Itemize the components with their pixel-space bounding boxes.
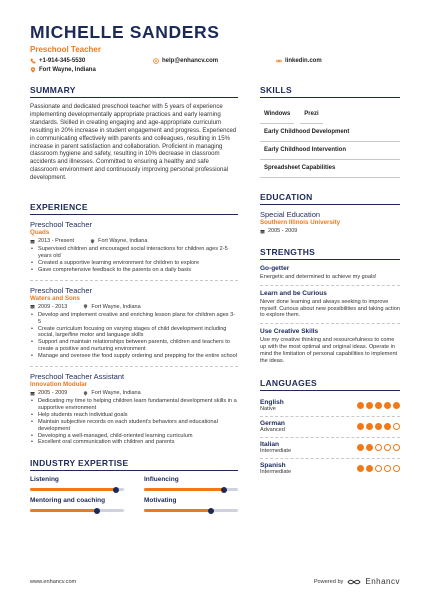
job-bullet: • Support and maintain relationships between parents, children and teachers to create a positive and nurturing environment — [30, 339, 238, 353]
footer-website[interactable]: www.enhancv.com — [30, 578, 77, 585]
job-meta — [30, 389, 238, 397]
education-section — [260, 192, 400, 235]
job-bullet: • Develop and implement creative and enriching lesson plans for children ages 3-5 — [30, 312, 238, 326]
contact-info — [30, 58, 410, 80]
job-location: Fort Wayne, Indiana — [98, 238, 148, 245]
proficiency-dot-filled — [357, 444, 364, 451]
proficiency-dot-filled — [384, 423, 391, 430]
language-level: Intermediate — [260, 448, 292, 455]
proficiency-dot-empty — [393, 444, 400, 451]
expertise-fill — [30, 488, 116, 491]
skill-tag: Early Childhood Development — [260, 124, 400, 142]
candidate-name: MICHELLE SANDERS — [30, 22, 220, 42]
expertise-grid — [30, 476, 238, 512]
summary-text: Passionate and dedicated preschool teacher with 5 years of experience implementing developmentally appropriate practices and early learning standards. Skilled in creating engaging and age-appropriate curriculum resulting in 20% increase in student engagement and progress. Experienced in communicating effectively with parents and colleagues, resulting in 15% increase in parent satisfaction and collaboration. Proficient in managing classroom hygiene and safety, resulting in 10% decrease in classroom accidents and illnesses. Committed to ensuring a healthy and safe classroom environment and continuously improving personal professional development. — [30, 103, 237, 182]
right-column — [260, 85, 400, 479]
job-title: Preschool Teacher — [30, 220, 92, 230]
job-dates: 2013 - Present — [38, 238, 75, 245]
divider — [30, 280, 238, 281]
job-company: Waters and Sons — [30, 294, 80, 302]
job-bullet: • Supervised children and encouraged social interactions for children ages 2-5 years old — [30, 246, 238, 260]
skills-section — [260, 85, 400, 178]
calendar-icon — [30, 239, 35, 244]
expertise-fill — [144, 509, 211, 512]
proficiency-dot-filled — [366, 423, 373, 430]
job-dates: 2009 - 2013 — [38, 303, 68, 310]
strength-item — [260, 328, 400, 368]
strengths-section — [260, 247, 400, 368]
location-text: Fort Wayne, Indiana — [39, 67, 96, 73]
job-location: Fort Wayne, Indiana — [91, 390, 141, 397]
brand-name: Enhancv — [365, 577, 400, 586]
calendar-icon — [30, 391, 35, 396]
skill-tag: Windows — [260, 106, 294, 124]
job-bullet: • Dedicating my time to helping children learn fundamental development skills in a supportive environment — [30, 398, 238, 412]
language-item — [260, 417, 400, 438]
job-company: Quads — [30, 229, 50, 237]
proficiency-dot-filled — [375, 423, 382, 430]
proficiency-dot-empty — [384, 444, 391, 451]
job-meta — [30, 303, 238, 311]
job-bullets — [30, 312, 238, 360]
powered-by-label: Powered by — [313, 578, 344, 585]
strength-title: Use Creative Skills — [260, 328, 319, 336]
expertise-section — [30, 458, 238, 512]
phone-text: +1-914-345-5530 — [39, 58, 86, 64]
summary-section — [30, 85, 238, 182]
proficiency-dot-filled — [375, 402, 382, 409]
job-bullets — [30, 246, 238, 274]
left-column — [30, 85, 238, 512]
enhancv-logo-icon — [347, 578, 361, 586]
language-level: Native — [260, 406, 276, 413]
expertise-item — [144, 476, 238, 491]
expertise-knob — [221, 487, 227, 493]
proficiency-dot-filled — [393, 402, 400, 409]
strength-description: Use my creative thinking and resourcefulness to come up with the most optimal and original ideas. Operate in mind the limitation of personal capabilities to implement the ideas. — [260, 337, 398, 364]
expertise-knob — [113, 487, 119, 493]
job-entry — [30, 286, 238, 360]
education-meta — [260, 227, 400, 235]
expertise-fill — [30, 509, 97, 512]
job-bullets — [30, 398, 238, 446]
job-bullet: • Created a supportive learning environment for children to explore — [30, 260, 238, 267]
language-item — [260, 459, 400, 479]
link-icon — [276, 58, 282, 64]
job-bullet: • Developing a well-managed, child-oriented learning curriculum — [30, 433, 238, 440]
job-bullet: • Create curriculum focusing on varying stages of child development including social, large/fine motor and language skills — [30, 326, 238, 340]
proficiency-dot-filled — [366, 402, 373, 409]
education-school: Southern Illinois University — [260, 219, 341, 226]
expertise-label: Motivating — [144, 497, 177, 505]
strength-title: Learn and be Curious — [260, 289, 327, 297]
proficiency-dot-empty — [375, 465, 382, 472]
strengths-heading: STRENGTHS — [260, 247, 400, 260]
contact-linkedin[interactable] — [276, 58, 322, 64]
skill-tag: Prezi — [300, 106, 322, 124]
experience-heading: EXPERIENCE — [30, 202, 238, 215]
proficiency-dots — [357, 444, 400, 451]
proficiency-dot-empty — [375, 444, 382, 451]
experience-section — [30, 202, 238, 446]
expertise-bar — [30, 509, 124, 512]
proficiency-dots — [357, 423, 400, 430]
contact-email[interactable] — [153, 58, 218, 64]
language-name: Italian — [260, 441, 280, 449]
job-title: Preschool Teacher — [30, 285, 92, 295]
language-name: Spanish — [260, 462, 286, 470]
expertise-fill — [144, 488, 224, 491]
expertise-bar — [30, 488, 124, 491]
language-name: German — [260, 420, 285, 428]
job-entry — [30, 372, 238, 446]
calendar-icon — [260, 229, 265, 234]
proficiency-dots — [357, 402, 400, 409]
expertise-knob — [208, 508, 214, 514]
expertise-label: Listening — [30, 476, 59, 484]
skills-row — [260, 103, 400, 124]
location-pin-icon — [30, 67, 36, 73]
expertise-bar — [144, 509, 238, 512]
job-title: Preschool Teacher Assistant — [30, 372, 125, 382]
proficiency-dot-empty — [393, 465, 400, 472]
divider — [30, 366, 238, 367]
job-bullet: • Excellent oral communication with children and parents — [30, 439, 238, 446]
education-dates: 2005 - 2009 — [268, 228, 298, 234]
job-location: Fort Wayne, Indiana — [91, 303, 141, 310]
language-name: English — [260, 399, 284, 407]
location-pin-icon — [90, 239, 95, 244]
strength-item — [260, 290, 400, 324]
location-pin-icon — [83, 304, 88, 309]
expertise-item — [30, 497, 124, 512]
proficiency-dot-filled — [384, 402, 391, 409]
calendar-icon — [30, 304, 35, 309]
job-bullet: • Maintain subjective records on each student's behaviors and educational development — [30, 419, 238, 433]
education-degree: Special Education — [260, 210, 321, 219]
email-link[interactable]: help@enhancv.com — [162, 58, 219, 64]
expertise-heading: INDUSTRY EXPERTISE — [30, 458, 238, 471]
candidate-title: Preschool Teacher — [30, 45, 101, 54]
job-meta — [30, 237, 238, 245]
expertise-label: Mentoring and coaching — [30, 497, 106, 505]
languages-section — [260, 378, 400, 479]
skills-heading: SKILLS — [260, 85, 400, 98]
proficiency-dot-filled — [357, 465, 364, 472]
proficiency-dot-empty — [393, 423, 400, 430]
proficiency-dot-filled — [357, 402, 364, 409]
language-item — [260, 396, 400, 417]
footer-brand — [314, 577, 400, 586]
contact-phone — [30, 58, 85, 64]
proficiency-dots — [357, 465, 400, 472]
strength-item — [260, 265, 400, 286]
strength-title: Go-getter — [260, 265, 290, 272]
job-bullet: • Gave comprehensive feedback to the parents on a daily basis — [30, 267, 238, 274]
skill-tag: Early Childhood Intervention — [260, 142, 400, 160]
phone-icon — [30, 58, 36, 64]
skill-tag: Spreadsheet Capabilities — [260, 160, 400, 178]
language-item — [260, 438, 400, 459]
proficiency-dot-empty — [384, 465, 391, 472]
education-heading: EDUCATION — [260, 192, 400, 205]
proficiency-dot-filled — [366, 444, 373, 451]
language-level: Advanced — [260, 427, 285, 434]
expertise-bar — [144, 488, 238, 491]
language-level: Intermediate — [260, 469, 292, 476]
job-bullet: • Help students reach individual goals — [30, 412, 238, 419]
resume-header — [30, 22, 410, 80]
location-pin-icon — [83, 391, 88, 396]
languages-heading: LANGUAGES — [260, 378, 400, 391]
job-bullet: • Manage and oversee the food supply ordering and prepping for the entire school — [30, 353, 238, 360]
linkedin-link[interactable]: linkedin.com — [285, 58, 322, 64]
expertise-item — [144, 497, 238, 512]
proficiency-dot-filled — [357, 423, 364, 430]
expertise-label: Influencing — [144, 476, 179, 484]
proficiency-dot-filled — [366, 465, 373, 472]
strength-description: Energetic and determined to achieve my goals! — [260, 274, 377, 280]
job-company: Innovation Modular — [30, 381, 88, 389]
expertise-item — [30, 476, 124, 491]
page-footer — [30, 577, 400, 586]
at-icon — [153, 58, 159, 64]
strength-description: Never done learning and always seeking to improve myself. Curious about new possibilities and taking action to explore them. — [260, 298, 400, 319]
job-entry — [30, 220, 238, 274]
summary-heading: SUMMARY — [30, 85, 238, 98]
job-dates: 2005 - 2009 — [38, 390, 68, 397]
expertise-knob — [94, 508, 100, 514]
contact-location — [30, 67, 96, 73]
